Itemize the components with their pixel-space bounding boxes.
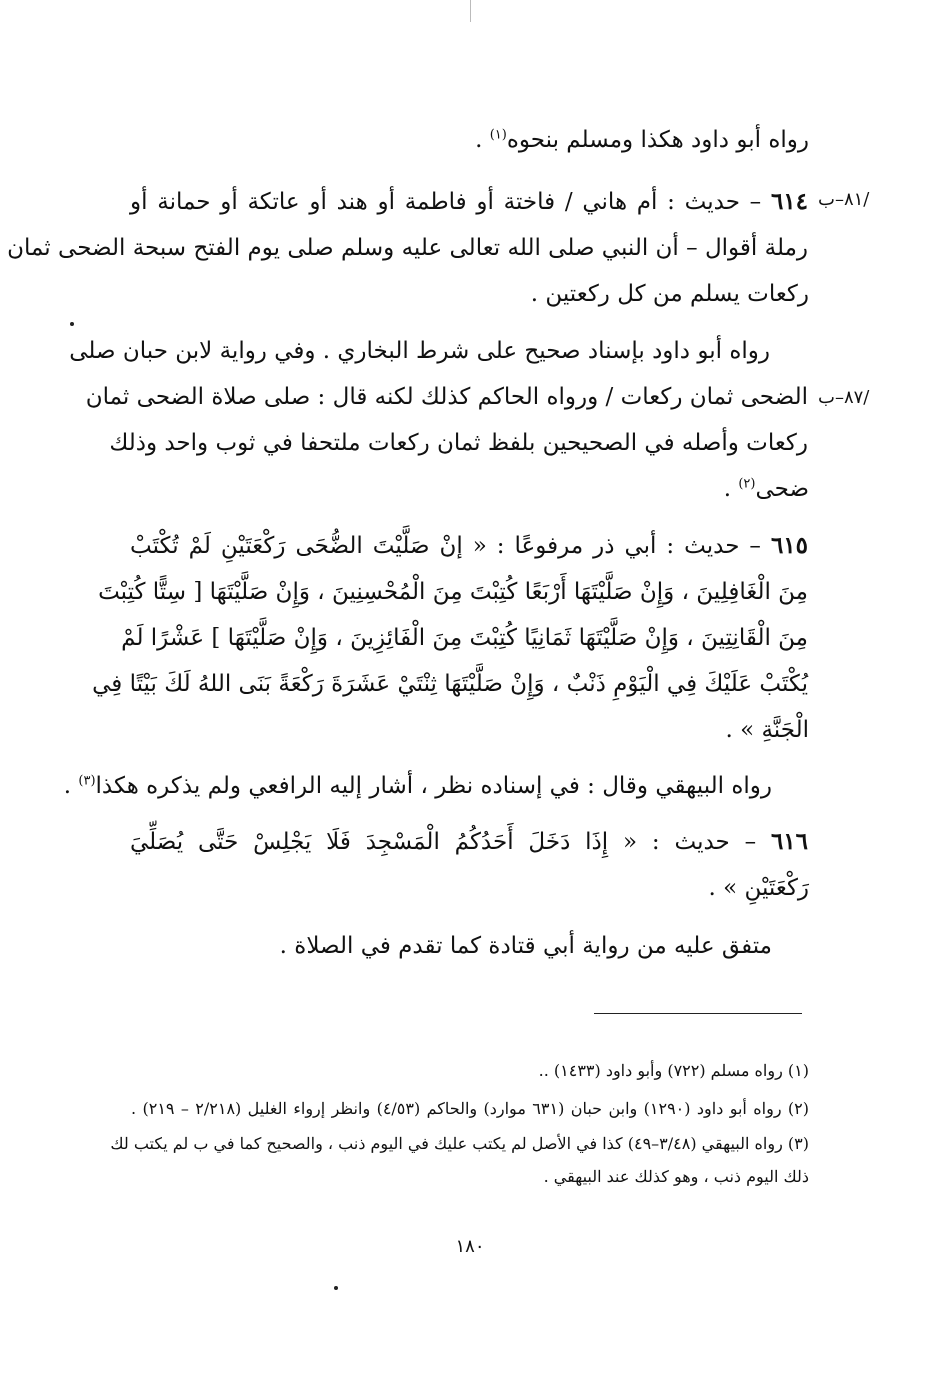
footnote-ref: (٢) [738, 476, 756, 492]
text: – حديث : أم هاني / فاختة أو فاطمة أو هند أو عاتكة أو حمانة أو [130, 189, 771, 215]
text: رواه أبو داود هكذا ومسلم بنحوه [506, 127, 809, 153]
footnote-ref: (١) [489, 127, 507, 143]
hadith-number: ٦١٤ [770, 188, 808, 215]
page-number: ١٨٠ [455, 1236, 485, 1257]
hadith-616-line-1 [130, 826, 808, 858]
footnote-3-line-1: (٣) رواه البيهقي (٣/٤٨–٤٩) كذا في الأصل لم يكتب عليك في اليوم ذنب ، والصحيح كما في ب لم يكتب لك [110, 1134, 809, 1153]
hadith-615-line-4: يُكْتَبْ عَلَيْكَ فِي الْيَوْمِ ذَنْبٌ ، وَإِنْ صَلَّيْتَهَا ثِنْتَيْ عَشَرَةَ رَكْعَةً بَنَى اللهُ لَكَ بَيْتًا فِي [92, 671, 808, 697]
narration-614-line-1: رواه أبو داود بإسناد صحيح على شرط البخاري . وفي رواية لابن حبان صلى [69, 338, 770, 364]
text: . [63, 773, 79, 799]
hadith-615-line-2: مِنَ الْغَافِلِينَ ، وَإِنْ صَلَّيْتَهَا أَرْبَعًا كُتِبْتَ مِنَ الْمُحْسِنِينَ ، وَإِنْ صَلَّيْتَهَا [ سِتًّا كُتِبْتَ [98, 579, 808, 605]
margin-note: /٨١–ب [818, 189, 870, 210]
text: ضحى [755, 476, 809, 502]
hadith-number: ٦١٦ [770, 828, 808, 855]
footnote-1: (١) رواه مسلم (٧٢٢) وأبو داود (١٤٣٣) .. [538, 1061, 809, 1080]
narration-616-line-1: متفق عليه من رواية أبي قتادة كما تقدم في الصلاة . [279, 933, 772, 959]
narration-614-line-2: الضحى ثمان ركعات / ورواه الحاكم كذلك لكنه قال : صلى صلاة الضحى ثمان [85, 384, 808, 410]
narration-614-line-3: ركعات وأصله في الصحيحين بلفظ ثمان ركعات ملتحفا في ثوب واحد وذلك [109, 430, 808, 456]
speck [70, 322, 74, 326]
hadith-number: ٦١٥ [770, 532, 808, 559]
speck [334, 1286, 338, 1290]
hadith-614-line-2: رملة أقوال – أن النبي صلى الله تعالى عليه وسلم صلى يوم الفتح سبحة الضحى ثمان [7, 235, 808, 261]
footnote-ref: (٣) [78, 773, 96, 789]
narration-614-line-4 [724, 473, 809, 505]
margin-note: /٨٧–ب [818, 387, 870, 408]
top-margin-mark [470, 0, 471, 22]
footnote-2: (٢) رواه أبو داود (١٢٩٠) وابن حبان (٦٣١ موارد) والحاكم (٤/٥٣) وانظر إرواء الغليل (٢/٢١٨ – ٢١٩) . [131, 1099, 810, 1118]
text-line-1 [475, 124, 809, 156]
text: – حديث : أبي ذر مرفوعًا : « إنْ صَلَّيْتَ الضُّحَى رَكْعَتَيْنِ لَمْ تُكْتَبْ [130, 533, 771, 559]
text: . [475, 127, 490, 153]
text: رواه البيهقي وقال : في إسناده نظر ، أشار إليه الرافعي ولم يذكره هكذا [95, 773, 772, 799]
hadith-614-line-3: ركعات يسلم من كل ركعتين . [530, 281, 809, 307]
footnote-3-line-2: ذلك اليوم ذنب ، وهو كذلك عند البيهقي . [543, 1167, 809, 1186]
text: – حديث : « إِذَا دَخَلَ أَحَدُكُمُ الْمَسْجِدَ فَلَا يَجْلِسْ حَتَّى يُصَلِّيَ [130, 829, 771, 855]
hadith-615-line-1 [130, 530, 808, 562]
hadith-614-line-1 [130, 186, 808, 218]
hadith-615-line-3: مِنَ الْقَانِتِينَ ، وَإِنْ صَلَّيْتَهَا ثَمَانِيًا كُتِبْتَ مِنَ الْفَائِزِينَ ، وَإِنْ صَلَّيْتَهَا ] عَشْرًا لَمْ [121, 625, 808, 651]
narration-615-line-1 [64, 770, 772, 802]
text: . [723, 476, 739, 502]
footnote-separator [594, 1013, 802, 1014]
hadith-616-line-2: رَكْعَتَيْنِ » . [708, 875, 809, 901]
hadith-615-line-5: الْجَنَّةِ » . [725, 717, 809, 743]
